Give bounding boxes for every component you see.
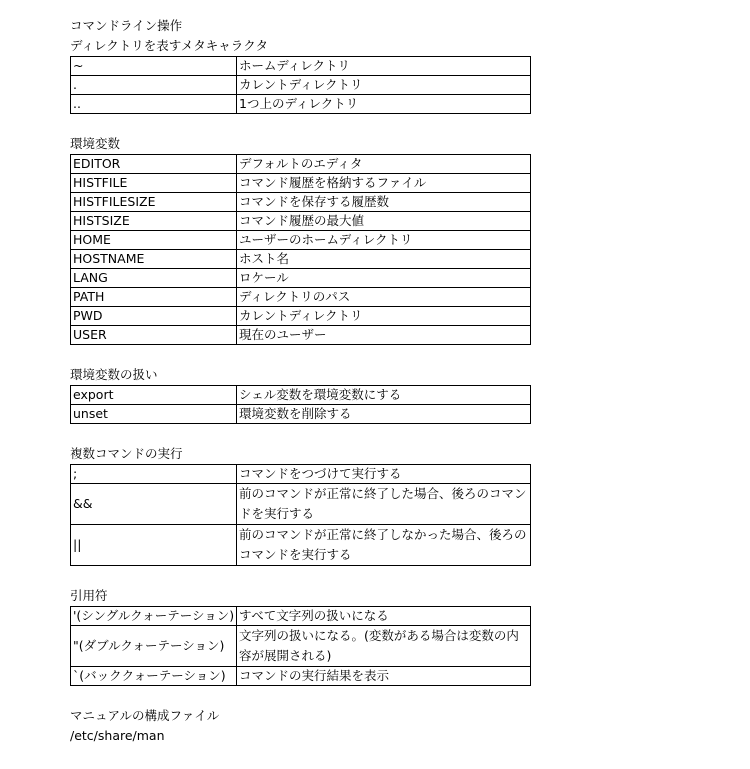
table-cell-value: ロケール	[237, 269, 531, 288]
table-row	[71, 155, 531, 174]
table-cell-value: 1つ上のディレクトリ	[237, 95, 531, 114]
table-row	[71, 231, 531, 250]
table-cell-key: export	[71, 386, 237, 405]
table-row	[71, 193, 531, 212]
table-cell-key: '(シングルクォーテーション)	[71, 607, 237, 626]
table-cell-value: コマンド履歴を格納するファイル	[237, 174, 531, 193]
envhandling-heading: 環境変数の扱い	[70, 367, 158, 382]
table-row	[71, 250, 531, 269]
page-title: コマンドライン操作	[70, 18, 183, 33]
table-cell-value: ホスト名	[237, 250, 531, 269]
table-cell-key: HOSTNAME	[71, 250, 237, 269]
table-cell-key: ;	[71, 465, 237, 484]
table-row	[71, 269, 531, 288]
table-row	[71, 76, 531, 95]
table-row	[71, 525, 531, 566]
table-row	[71, 95, 531, 114]
envvars-table	[70, 154, 531, 345]
quotes-table	[70, 606, 531, 686]
table-cell-key: "(ダブルクォーテーション)	[71, 626, 237, 667]
table-row	[71, 626, 531, 667]
metachar-table	[70, 56, 531, 114]
table-cell-value: カレントディレクトリ	[237, 76, 531, 95]
document	[70, 16, 530, 746]
table-cell-key: HISTFILE	[71, 174, 237, 193]
table-row	[71, 465, 531, 484]
table-cell-value: コマンドをつづけて実行する	[237, 465, 531, 484]
quotes-heading: 引用符	[70, 588, 108, 603]
table-cell-value: 前のコマンドが正常に終了しなかった場合、後ろのコマンドを実行する	[237, 525, 531, 566]
table-cell-key: unset	[71, 405, 237, 424]
table-row	[71, 667, 531, 686]
table-row	[71, 484, 531, 525]
envvars-heading: 環境変数	[70, 136, 121, 151]
table-cell-key: USER	[71, 326, 237, 345]
table-cell-key: PWD	[71, 307, 237, 326]
table-row	[71, 288, 531, 307]
table-cell-value: コマンドを保存する履歴数	[237, 193, 531, 212]
table-cell-key: EDITOR	[71, 155, 237, 174]
table-cell-value: 文字列の扱いになる。(変数がある場合は変数の内容が展開される)	[237, 626, 531, 667]
table-row	[71, 174, 531, 193]
table-cell-key: HISTSIZE	[71, 212, 237, 231]
metachar-heading: ディレクトリを表すメタキャラクタ	[70, 38, 269, 53]
envhandling-table	[70, 385, 531, 424]
table-cell-key: ~	[71, 57, 237, 76]
table-cell-value: デフォルトのエディタ	[237, 155, 531, 174]
table-cell-value: すべて文字列の扱いになる	[237, 607, 531, 626]
table-row	[71, 307, 531, 326]
table-row	[71, 405, 531, 424]
table-row	[71, 57, 531, 76]
table-cell-value: 環境変数を削除する	[237, 405, 531, 424]
table-cell-value: 前のコマンドが正常に終了した場合、後ろのコマンドを実行する	[237, 484, 531, 525]
table-cell-key: LANG	[71, 269, 237, 288]
table-cell-key: PATH	[71, 288, 237, 307]
table-cell-key: &&	[71, 484, 237, 525]
multicmd-table	[70, 464, 531, 566]
table-row	[71, 607, 531, 626]
table-cell-value: シェル変数を環境変数にする	[237, 386, 531, 405]
table-cell-value: ホームディレクトリ	[237, 57, 531, 76]
table-cell-key: HOME	[71, 231, 237, 250]
table-row	[71, 386, 531, 405]
table-cell-value: コマンドの実行結果を表示	[237, 667, 531, 686]
table-cell-value: ユーザーのホームディレクトリ	[237, 231, 531, 250]
table-cell-value: ディレクトリのパス	[237, 288, 531, 307]
table-cell-value: 現在のユーザー	[237, 326, 531, 345]
table-cell-value: カレントディレクトリ	[237, 307, 531, 326]
table-cell-key: ..	[71, 95, 237, 114]
table-cell-key: HISTFILESIZE	[71, 193, 237, 212]
table-cell-key: ||	[71, 525, 237, 566]
manual-path: /etc/share/man	[70, 728, 165, 743]
manual-heading: マニュアルの構成ファイル	[70, 708, 220, 723]
table-row	[71, 212, 531, 231]
table-cell-value: コマンド履歴の最大値	[237, 212, 531, 231]
table-row	[71, 326, 531, 345]
multicmd-heading: 複数コマンドの実行	[70, 446, 183, 461]
table-cell-key: `(バッククォーテーション)	[71, 667, 237, 686]
table-cell-key: .	[71, 76, 237, 95]
